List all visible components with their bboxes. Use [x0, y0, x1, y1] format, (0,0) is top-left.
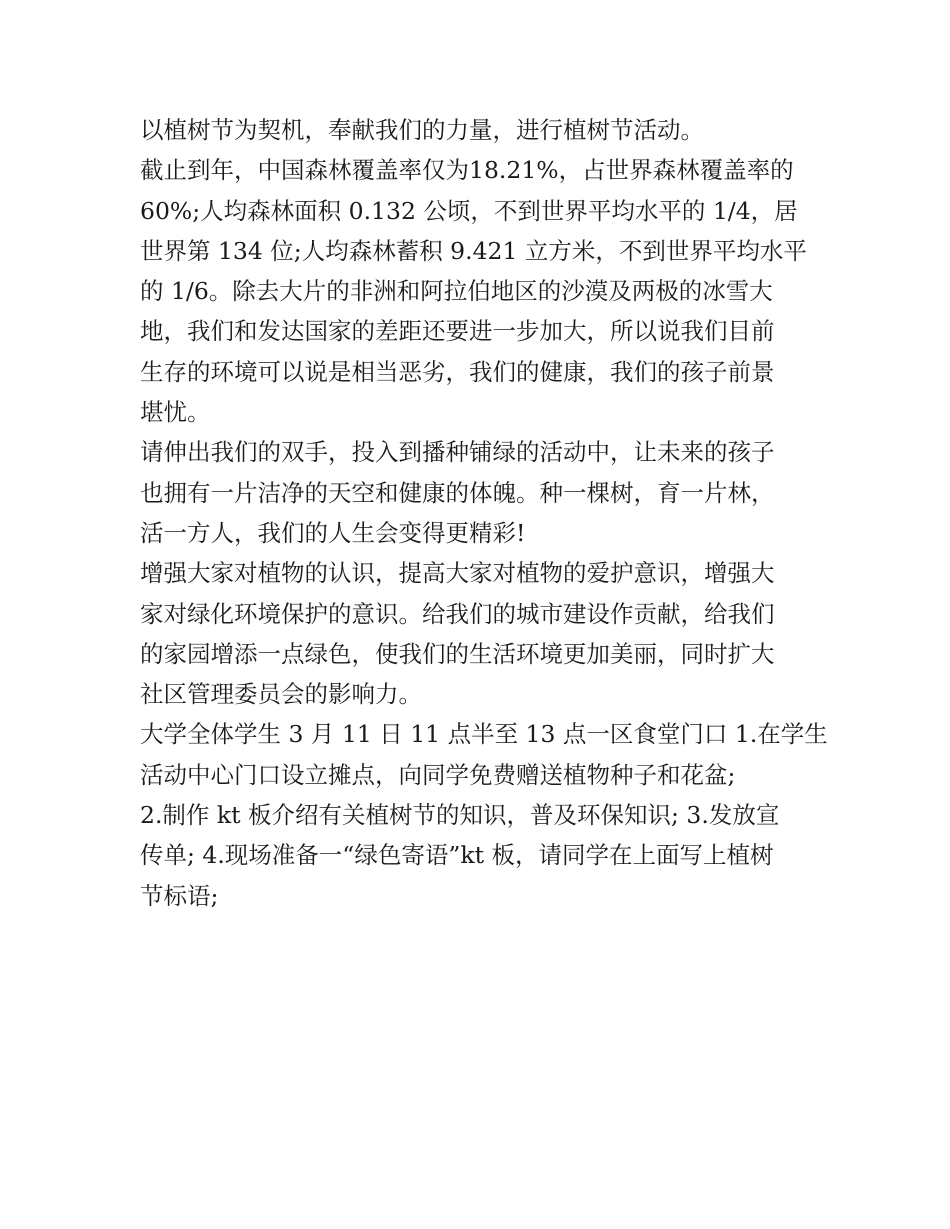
- text-line: 节标语;: [140, 881, 219, 910]
- text-line: 增强大家对植物的认识，提高大家对植物的爱护意识，增强大: [140, 559, 775, 588]
- text-line: 请伸出我们的双手，投入到播种铺绿的活动中，让未来的孩子: [140, 438, 775, 467]
- text-line: 以植树节为契机，奉献我们的力量，进行植树节活动。: [140, 116, 704, 144]
- text-line: 世界第 134 位;人均森林蓄积 9.421 立方米，不到世界平均水平: [140, 236, 807, 265]
- text-line: 活一方人，我们的人生会变得更精彩!: [140, 518, 526, 547]
- text-line: 2.制作 kt 板介绍有关植树节的知识，普及环保知识; 3.发放宣: [140, 801, 780, 830]
- paragraph-call-to-action: [140, 432, 820, 553]
- text-line: 社区管理委员会的影响力。: [140, 680, 422, 709]
- text-line: 家对绿化环境保护的意识。给我们的城市建设作贡献，给我们: [140, 599, 775, 628]
- text-line: 的 1/6。除去大片的非洲和阿拉伯地区的沙漠及两极的冰雪大: [140, 277, 773, 306]
- document-body: [140, 110, 828, 916]
- text-line: 堪忧。: [140, 398, 211, 427]
- text-line: 生存的环境可以说是相当恶劣，我们的健康，我们的孩子前景: [140, 357, 775, 386]
- paragraph-event-plan: [140, 714, 828, 915]
- paragraph-goals: [140, 553, 820, 714]
- text-line: 活动中心门口设立摊点，向同学免费赠送植物种子和花盆;: [140, 760, 736, 789]
- paragraph-forest-statistics: [140, 150, 820, 432]
- paragraph-intro: [140, 110, 820, 150]
- text-line: 大学全体学生 3 月 11 日 11 点半至 13 点一区食堂门口 1.在学生: [140, 720, 828, 749]
- text-line: 传单; 4.现场准备一“绿色寄语”kt 板，请同学在上面写上植树: [140, 841, 774, 870]
- text-line: 60%;人均森林面积 0.132 公顷，不到世界平均水平的 1/4，居: [140, 196, 798, 225]
- text-line: 的家园增添一点绿色，使我们的生活环境更加美丽，同时扩大: [140, 639, 775, 668]
- text-line: 地，我们和发达国家的差距还要进一步加大，所以说我们目前: [140, 317, 775, 346]
- text-line: 截止到年，中国森林覆盖率仅为18.21%，占世界森林覆盖率的: [140, 156, 794, 185]
- text-line: 也拥有一片洁净的天空和健康的体魄。种一棵树，育一片林，: [140, 478, 775, 507]
